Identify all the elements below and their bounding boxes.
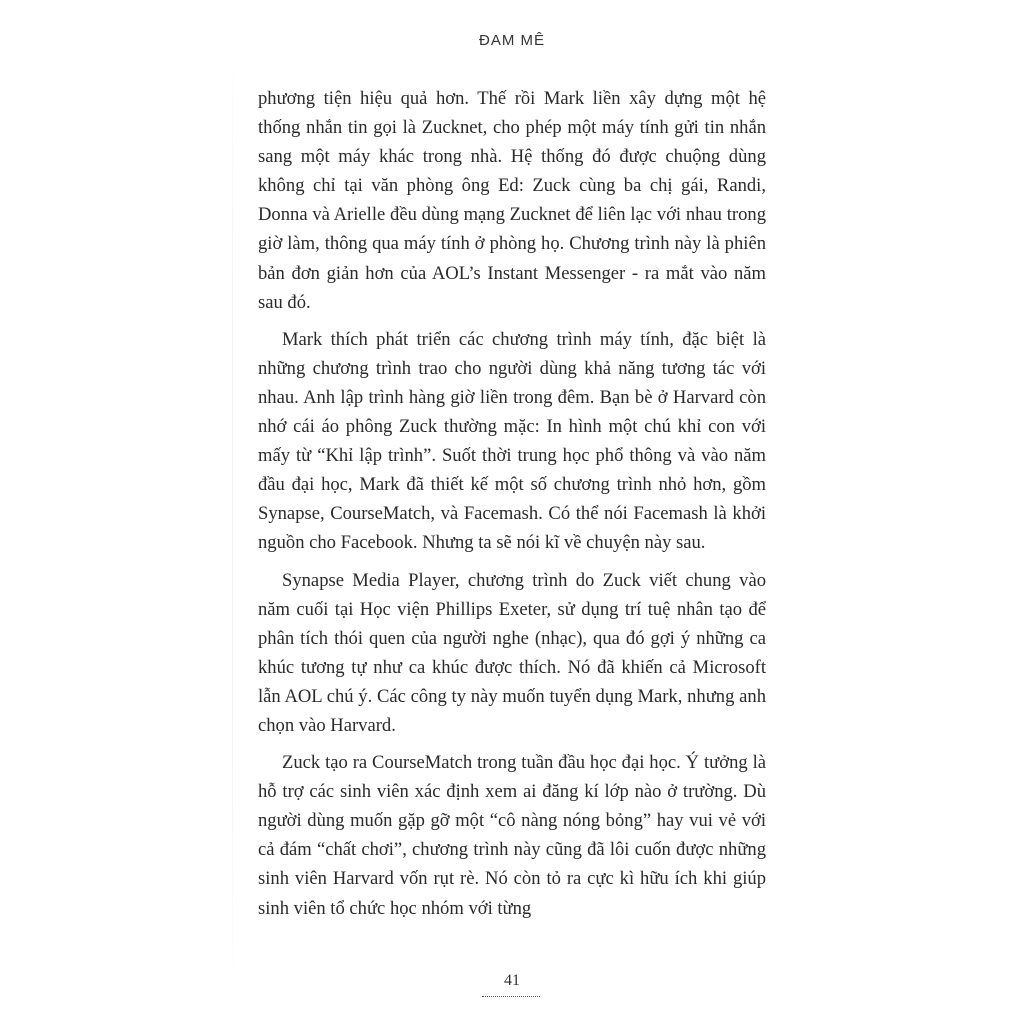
paragraph-2: Mark thích phát triển các chương trình máy tính, đặc biệt là những chương trình trao cho người dùng khả năng tương tác với nhau. Anh lập trình hàng giờ liền trong đêm. Bạn bè ở Harvard còn nhớ cái áo phông Zuck thường mặc: In hình một chú khỉ con với mấy từ “Khỉ lập trình”. Suốt thời trung học phổ thông và vào năm đầu đại học, Mark đã thiết kế một số chương trình nhỏ hơn, gồm Synapse, CourseMatch, và Facemash. Có thể nói Facemash là khởi nguồn cho Facebook. Nhưng ta sẽ nói kĩ về chuyện này sau.	[258, 328, 766, 554]
page-number: 41	[504, 972, 520, 989]
page-edge-shadow	[232, 40, 233, 1000]
body-text	[258, 84, 766, 931]
paragraph-1: phương tiện hiệu quả hơn. Thế rồi Mark liền xây dựng một hệ thống nhắn tin gọi là Zucknet, cho phép một máy tính gửi tin nhắn sang một máy khác trong nhà. Hệ thống đó được chuộng dùng không chỉ tại văn phòng ông Ed: Zuck cùng ba chị gái, Randi, Donna và Arielle đều dùng mạng Zucknet để liên lạc với nhau trong giờ làm, thông qua máy tính ở phòng họ. Chương trình này là phiên bản đơn giản hơn của AOL’s Instant Messenger - ra mắt vào năm sau đó.	[258, 88, 766, 313]
paragraph-4: Zuck tạo ra CourseMatch trong tuần đầu học đại học. Ý tưởng là hỗ trợ các sinh viên xác định xem ai đăng kí lớp nào ở trường. Dù người dùng muốn gặp gỡ một “cô nàng nóng bỏng” hay vui vẻ với cả đám “chất chơi”, chương trình này cũng đã lôi cuốn được những sinh viên Harvard vốn rụt rè. Nó còn tỏ ra cực kì hữu ích khi giúp sinh viên tổ chức học nhóm với từng	[258, 752, 766, 919]
page-number-rule	[482, 996, 540, 997]
paragraph-3: Synapse Media Player, chương trình do Zuck viết chung vào năm cuối tại Học viện Phillips Exeter, sử dụng trí tuệ nhân tạo để phân tích thói quen của người nghe (nhạc), qua đó gợi ý những ca khúc tương tự như ca khúc được thích. Nó đã khiến cả Microsoft lẫn AOL chú ý. Các công ty này muốn tuyển dụng Mark, nhưng anh chọn vào Harvard.	[258, 569, 766, 736]
running-head-title: ĐAM MÊ	[479, 32, 545, 49]
